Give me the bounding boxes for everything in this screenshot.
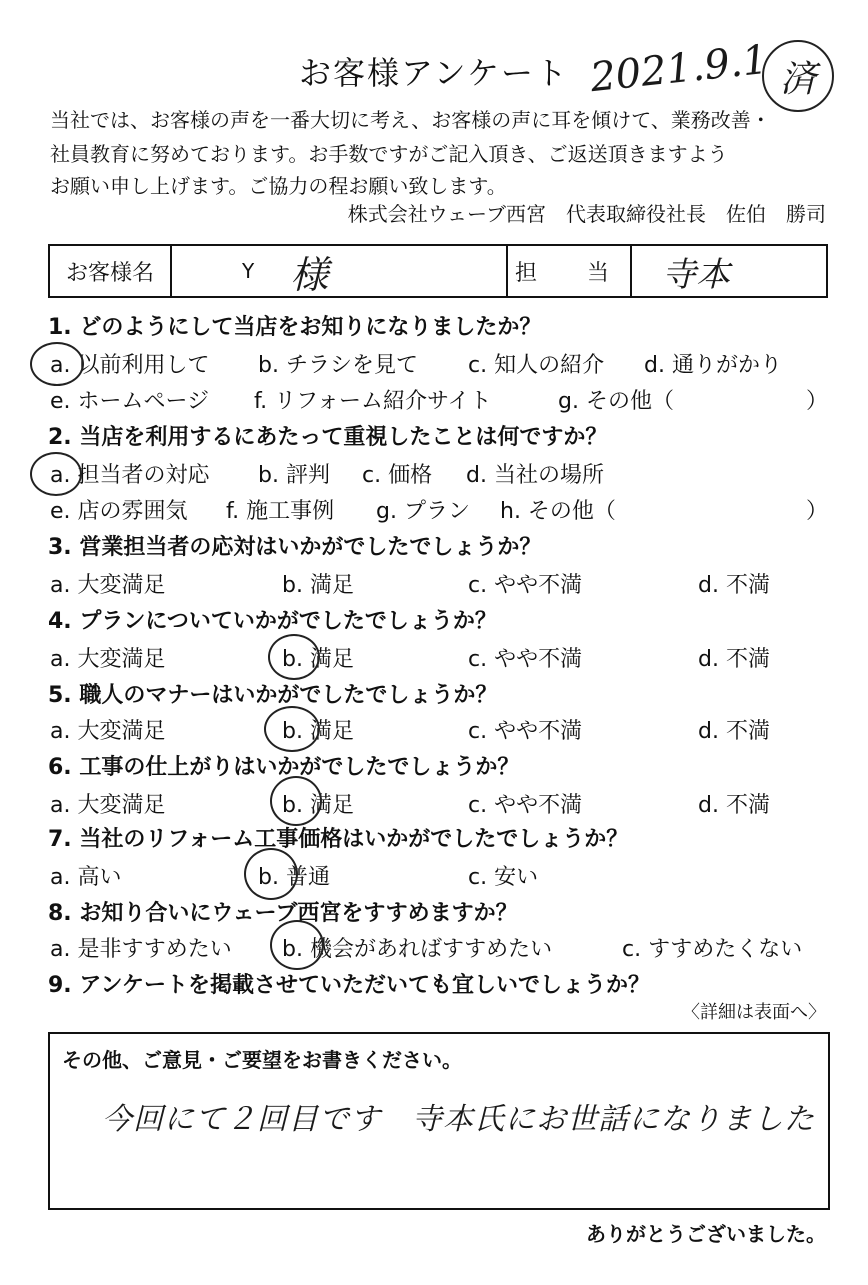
q4-option-b[interactable]: b. 満足: [282, 647, 354, 672]
q1-option-b[interactable]: b. チラシを見て: [258, 353, 418, 378]
customer-name-value: Y: [242, 259, 255, 283]
q3-option-d[interactable]: d. 不満: [698, 573, 770, 598]
q2-option-b[interactable]: b. 評判: [258, 463, 330, 488]
q7-option-a[interactable]: a. 高い: [50, 865, 122, 890]
q6-answer-circle: [270, 776, 322, 826]
customer-name-label: お客様名: [50, 246, 172, 296]
q8-option-a[interactable]: a. 是非すすめたい: [50, 937, 232, 962]
comment-label: その他、ご意見・ご要望をお書きください。: [62, 1048, 462, 1072]
q8-answer-circle: [270, 920, 324, 970]
staff-label: 担 当: [508, 246, 632, 296]
q5-option-a[interactable]: a. 大変満足: [50, 719, 166, 744]
question-8: 8. お知り合いにウェーブ西宮をすすめますか？: [48, 901, 518, 926]
customer-honorific: 様: [290, 252, 329, 297]
q7-option-c[interactable]: c. 安い: [468, 865, 539, 890]
q8-option-b[interactable]: b. 機会があればすすめたい: [282, 937, 553, 962]
q1-option-f[interactable]: f. リフォーム紹介サイト: [254, 389, 492, 414]
form-title: お客様アンケート: [298, 54, 570, 92]
intro-line-3: お願い申し上げます。ご協力の程お願い致します。: [50, 174, 507, 198]
q5-option-c[interactable]: c. やや不満: [468, 719, 583, 744]
q2-option-f[interactable]: f. 施工事例: [226, 499, 335, 524]
q1-option-d[interactable]: d. 通りがかり: [644, 353, 782, 378]
question-1: 1. どのようにして当店をお知りになりましたか？: [48, 315, 542, 340]
q1-option-g[interactable]: g. その他（: [558, 389, 674, 414]
q6-option-c[interactable]: c. やや不満: [468, 793, 583, 818]
question-7: 7. 当社のリフォーム工事価格はいかがでしたでしょうか？: [48, 827, 629, 852]
q5-option-d[interactable]: d. 不満: [698, 719, 770, 744]
company-signature: 株式会社ウェーブ西宮 代表取締役社長 佐伯 勝司: [347, 202, 826, 226]
q2-option-g[interactable]: g. プラン: [376, 499, 470, 524]
q2-option-e[interactable]: e. 店の雰囲気: [50, 499, 188, 524]
q4-option-d[interactable]: d. 不満: [698, 647, 770, 672]
question-2: 2. 当店を利用するにあたって重視したことは何ですか？: [48, 425, 608, 450]
q1-option-g-close: ）: [806, 389, 829, 414]
q2-option-c[interactable]: c. 価格: [362, 463, 433, 488]
q5-answer-circle: [264, 706, 320, 752]
q8-option-c[interactable]: c. すすめたくない: [622, 937, 803, 962]
q6-option-b[interactable]: b. 満足: [282, 793, 354, 818]
thanks-text: ありがとうございました。: [586, 1222, 826, 1246]
question-4: 4. プランについていかがでしたでしょうか？: [48, 609, 497, 634]
details-note: 〈詳細は表面へ〉: [682, 1002, 826, 1023]
q1-option-a[interactable]: a. 以前利用して: [50, 353, 210, 378]
q6-option-a[interactable]: a. 大変満足: [50, 793, 166, 818]
q3-option-a[interactable]: a. 大変満足: [50, 573, 166, 598]
q2-option-h[interactable]: h. その他（: [500, 499, 616, 524]
q1-answer-circle: [30, 342, 84, 386]
handwritten-date: 2021.9.1: [588, 36, 771, 102]
processed-stamp: 済: [762, 40, 834, 112]
q2-answer-circle: [30, 452, 82, 496]
question-6: 6. 工事の仕上がりはいかがでしたでしょうか？: [48, 755, 520, 780]
comment-handwritten-text: 今回にて２回目です 寺本氏にお世話になりました: [102, 1102, 815, 1137]
customer-name-cell[interactable]: [172, 246, 508, 296]
intro-line-2: 社員教育に努めております。お手数ですがご記入頂き、ご返送頂きますよう: [50, 142, 728, 166]
customer-info-table: [48, 244, 828, 298]
intro-line-1: 当社では、お客様の声を一番大切に考え、お客様の声に耳を傾けて、業務改善・: [50, 108, 771, 132]
q6-option-d[interactable]: d. 不満: [698, 793, 770, 818]
q3-option-b[interactable]: b. 満足: [282, 573, 354, 598]
q5-option-b[interactable]: b. 満足: [282, 719, 354, 744]
q4-answer-circle: [268, 634, 320, 680]
q4-option-c[interactable]: c. やや不満: [468, 647, 583, 672]
staff-name-cell[interactable]: [632, 246, 826, 296]
q2-option-h-close: ）: [806, 499, 829, 524]
q2-option-a[interactable]: a. 担当者の対応: [50, 463, 210, 488]
comment-box[interactable]: [48, 1032, 830, 1210]
staff-name-value: 寺本: [662, 254, 730, 295]
q7-option-b[interactable]: b. 普通: [258, 865, 330, 890]
q2-option-d[interactable]: d. 当社の場所: [466, 463, 604, 488]
q4-option-a[interactable]: a. 大変満足: [50, 647, 166, 672]
q7-answer-circle: [244, 848, 298, 900]
q1-option-e[interactable]: e. ホームページ: [50, 389, 210, 414]
q1-option-c[interactable]: c. 知人の紹介: [468, 353, 605, 378]
question-9: 9. アンケートを掲載させていただいても宜しいでしょうか？: [48, 973, 651, 998]
question-5: 5. 職人のマナーはいかがでしたでしょうか？: [48, 683, 498, 708]
q3-option-c[interactable]: c. やや不満: [468, 573, 583, 598]
question-3: 3. 営業担当者の応対はいかがでしたでしょうか？: [48, 535, 542, 560]
